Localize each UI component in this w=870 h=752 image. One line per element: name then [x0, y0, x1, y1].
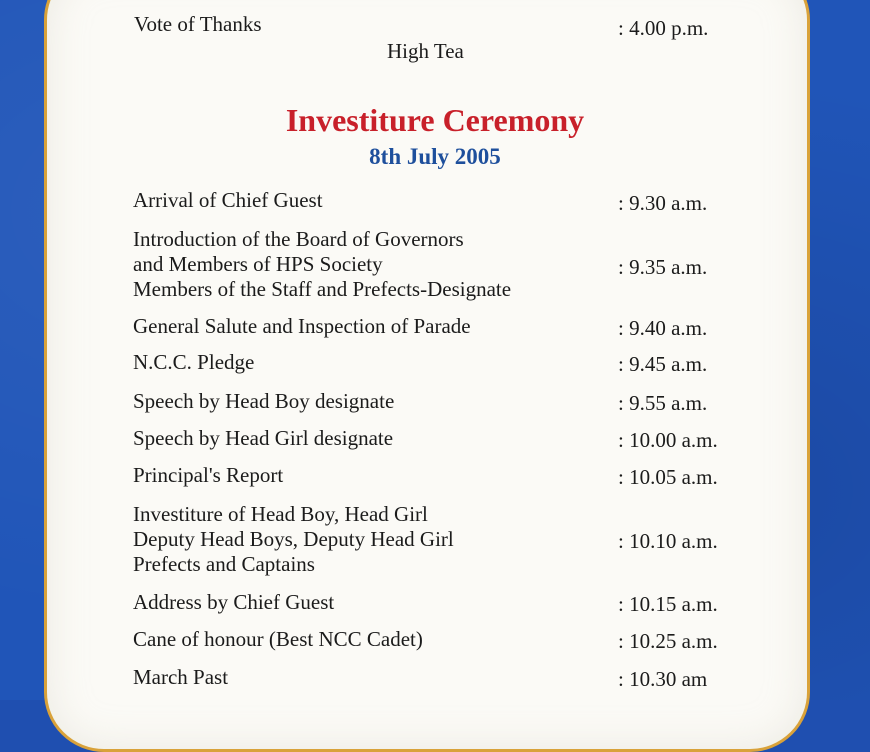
schedule-item-label: March Past — [133, 665, 229, 689]
schedule-item-label: Arrival of Chief Guest — [133, 188, 323, 212]
schedule-item-label: Speech by Head Girl designate — [133, 426, 394, 450]
schedule-item-time: : 9.45 a.m. — [618, 352, 708, 376]
schedule-item-time: : 9.35 a.m. — [618, 255, 708, 279]
schedule-item-line: Members of the Staff and Prefects-Designate — [133, 277, 512, 301]
schedule-item-label: Address by Chief Guest — [133, 590, 335, 614]
schedule-item-time: : 10.25 a.m. — [618, 629, 718, 653]
schedule-item-line: Deputy Head Boys, Deputy Head Girl — [133, 527, 454, 551]
schedule-item-time: : 10.05 a.m. — [618, 465, 718, 489]
schedule-item-label: General Salute and Inspection of Parade — [133, 314, 471, 338]
schedule-item-time: : 9.30 a.m. — [618, 191, 708, 215]
schedule-item-time: : 9.40 a.m. — [618, 316, 708, 340]
schedule-item-time: : 10.30 am — [618, 667, 708, 691]
schedule-item-label: Principal's Report — [133, 463, 284, 487]
time-vote-of-thanks: : 4.00 p.m. — [618, 16, 709, 40]
high-tea-label: High Tea — [387, 39, 464, 63]
schedule-item-label: Cane of honour (Best NCC Cadet) — [133, 627, 423, 651]
item-vote-of-thanks: Vote of Thanks — [134, 12, 262, 36]
schedule-item-line: Introduction of the Board of Governors — [133, 227, 464, 251]
schedule-item-time: : 10.10 a.m. — [618, 529, 718, 553]
schedule-item-line: and Members of HPS Society — [133, 252, 383, 276]
schedule-item-time: : 10.15 a.m. — [618, 592, 718, 616]
schedule-item-label: N.C.C. Pledge — [133, 350, 255, 374]
schedule-item-label — [133, 227, 511, 302]
schedule-item-label: Speech by Head Boy designate — [133, 389, 395, 413]
schedule-item-label — [133, 502, 454, 577]
ceremony-title: Investiture Ceremony — [285, 102, 585, 138]
schedule-item-line: Prefects and Captains — [133, 552, 315, 576]
schedule-item-time: : 9.55 a.m. — [618, 391, 708, 415]
ceremony-date: 8th July 2005 — [369, 144, 501, 169]
schedule-item-time: : 10.00 a.m. — [618, 428, 718, 452]
schedule-item-line: Investiture of Head Boy, Head Girl — [133, 502, 428, 526]
